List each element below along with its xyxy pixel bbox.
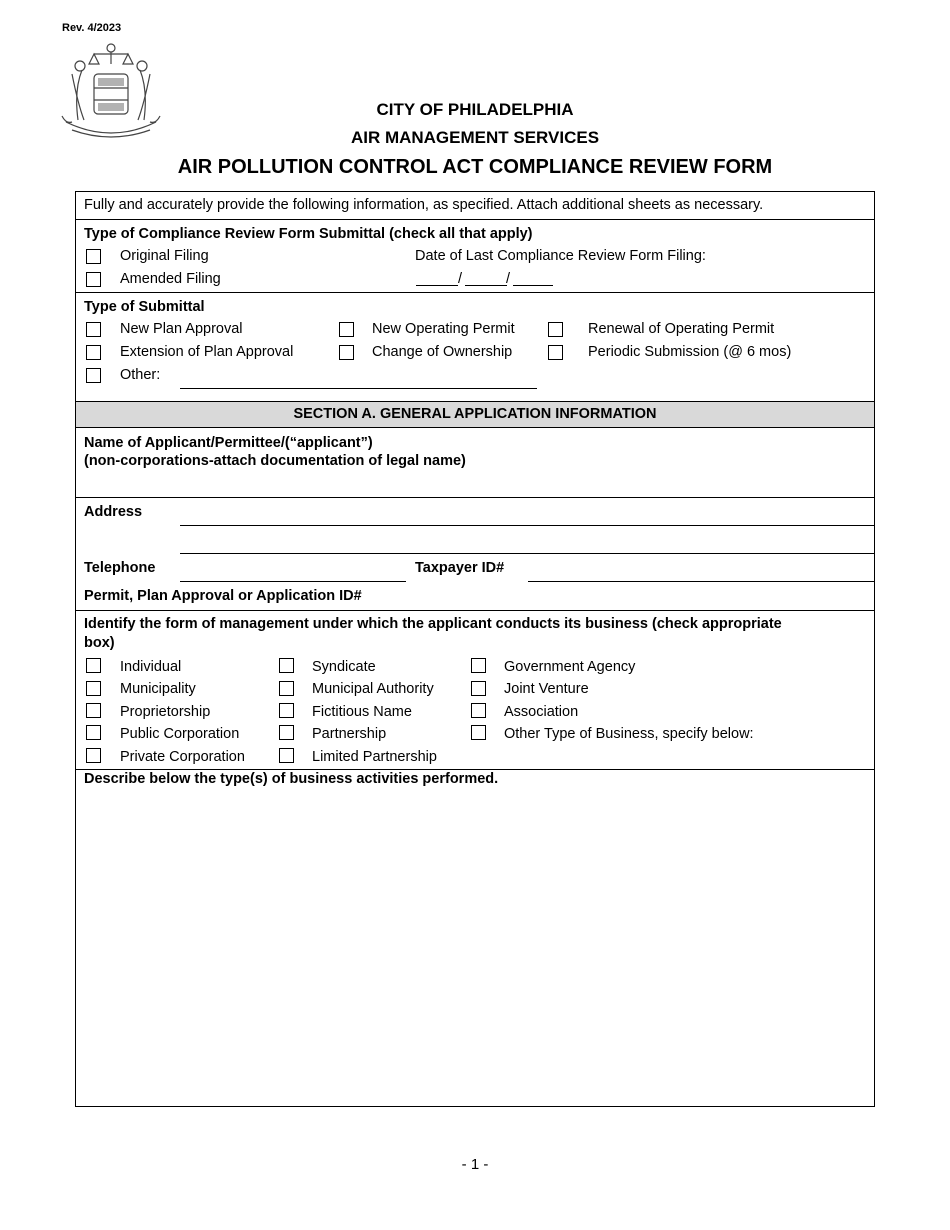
address-line-2[interactable] <box>180 553 874 554</box>
proprietorship-checkbox[interactable] <box>86 703 101 718</box>
section-a-header <box>76 401 874 428</box>
partnership-checkbox[interactable] <box>279 725 294 740</box>
page-number: - 1 - <box>461 1156 489 1173</box>
section-a-title: SECTION A. GENERAL APPLICATION INFORMATION <box>293 406 657 422</box>
municipal-authority-label: Municipal Authority <box>312 681 434 697</box>
divider <box>76 219 874 220</box>
limited-partnership-checkbox[interactable] <box>279 748 294 763</box>
public-corporation-label: Public Corporation <box>120 726 240 742</box>
divider <box>76 769 874 770</box>
divider <box>76 292 874 293</box>
address-label: Address <box>84 504 143 520</box>
private-corporation-label: Private Corporation <box>120 749 245 765</box>
fictitious-name-checkbox[interactable] <box>279 703 294 718</box>
syndicate-label: Syndicate <box>312 659 376 675</box>
applicant-name-note: (non-corporations-attach documentation of legal name) <box>84 453 466 469</box>
renewal-operating-permit-checkbox[interactable] <box>548 322 563 337</box>
fictitious-name-label: Fictitious Name <box>312 704 412 720</box>
other-business-type-label: Other Type of Business, specify below: <box>504 726 754 742</box>
address-line-1[interactable] <box>180 525 874 526</box>
periodic-submission-checkbox[interactable] <box>548 345 563 360</box>
date-day-field[interactable] <box>465 285 507 286</box>
joint-venture-checkbox[interactable] <box>471 681 486 696</box>
last-filing-date-label: Date of Last Compliance Review Form Filing: <box>415 248 706 264</box>
new-plan-approval-checkbox[interactable] <box>86 322 101 337</box>
joint-venture-label: Joint Venture <box>504 681 589 697</box>
permit-id-label: Permit, Plan Approval or Application ID# <box>84 588 362 604</box>
applicant-name-label: Name of Applicant/Permittee/(“applicant”) <box>84 435 373 451</box>
other-submittal-checkbox[interactable] <box>86 368 101 383</box>
new-operating-permit-label: New Operating Permit <box>372 321 515 337</box>
original-filing-label: Original Filing <box>120 248 209 264</box>
form-title: AIR POLLUTION CONTROL ACT COMPLIANCE REVIEW FORM <box>177 156 773 178</box>
renewal-operating-permit-label: Renewal of Operating Permit <box>588 321 775 337</box>
instructions-text: Fully and accurately provide the following information, as specified. Attach additional sheets as necessary. <box>84 197 764 213</box>
amended-filing-label: Amended Filing <box>120 271 221 287</box>
extension-plan-approval-label: Extension of Plan Approval <box>120 344 294 360</box>
management-heading-cont: box) <box>84 635 115 651</box>
municipality-checkbox[interactable] <box>86 681 101 696</box>
divider <box>76 610 874 611</box>
proprietorship-label: Proprietorship <box>120 704 211 720</box>
telephone-label: Telephone <box>84 560 156 576</box>
new-plan-approval-label: New Plan Approval <box>120 321 243 337</box>
form-box <box>75 191 875 1107</box>
private-corporation-checkbox[interactable] <box>86 748 101 763</box>
change-of-ownership-label: Change of Ownership <box>372 344 513 360</box>
compliance-type-heading: Type of Compliance Review Form Submittal (check all that apply) <box>84 226 533 242</box>
date-slash: / <box>458 271 463 287</box>
submittal-type-heading: Type of Submittal <box>84 299 205 315</box>
taxpayer-id-label: Taxpayer ID# <box>415 560 505 576</box>
syndicate-checkbox[interactable] <box>279 658 294 673</box>
extension-plan-approval-checkbox[interactable] <box>86 345 101 360</box>
change-of-ownership-checkbox[interactable] <box>339 345 354 360</box>
government-agency-label: Government Agency <box>504 659 636 675</box>
limited-partnership-label: Limited Partnership <box>312 749 437 765</box>
partnership-label: Partnership <box>312 726 387 742</box>
municipal-authority-checkbox[interactable] <box>279 681 294 696</box>
amended-filing-checkbox[interactable] <box>86 272 101 287</box>
business-activities-textarea[interactable] <box>76 789 878 1110</box>
city-name: CITY OF PHILADELPHIA <box>376 100 574 119</box>
municipality-label: Municipality <box>120 681 196 697</box>
revision-label: Rev. 4/2023 <box>62 22 122 34</box>
date-year-field[interactable] <box>513 285 553 286</box>
management-heading: Identify the form of management under which the applicant conducts its business (check appropriate <box>84 616 782 632</box>
telephone-field[interactable] <box>180 581 406 582</box>
other-submittal-label: Other: <box>120 367 161 383</box>
individual-label: Individual <box>120 659 182 675</box>
other-business-type-checkbox[interactable] <box>471 725 486 740</box>
original-filing-checkbox[interactable] <box>86 249 101 264</box>
association-label: Association <box>504 704 579 720</box>
date-month-field[interactable] <box>416 285 458 286</box>
business-activities-label: Describe below the type(s) of business activities performed. <box>84 771 499 787</box>
other-submittal-field[interactable] <box>180 388 537 389</box>
department-name: AIR MANAGEMENT SERVICES <box>350 128 600 147</box>
date-slash: / <box>506 271 511 287</box>
divider <box>76 497 874 498</box>
periodic-submission-label: Periodic Submission (@ 6 mos) <box>588 344 792 360</box>
government-agency-checkbox[interactable] <box>471 658 486 673</box>
public-corporation-checkbox[interactable] <box>86 725 101 740</box>
taxpayer-id-field[interactable] <box>528 581 874 582</box>
new-operating-permit-checkbox[interactable] <box>339 322 354 337</box>
association-checkbox[interactable] <box>471 703 486 718</box>
individual-checkbox[interactable] <box>86 658 101 673</box>
